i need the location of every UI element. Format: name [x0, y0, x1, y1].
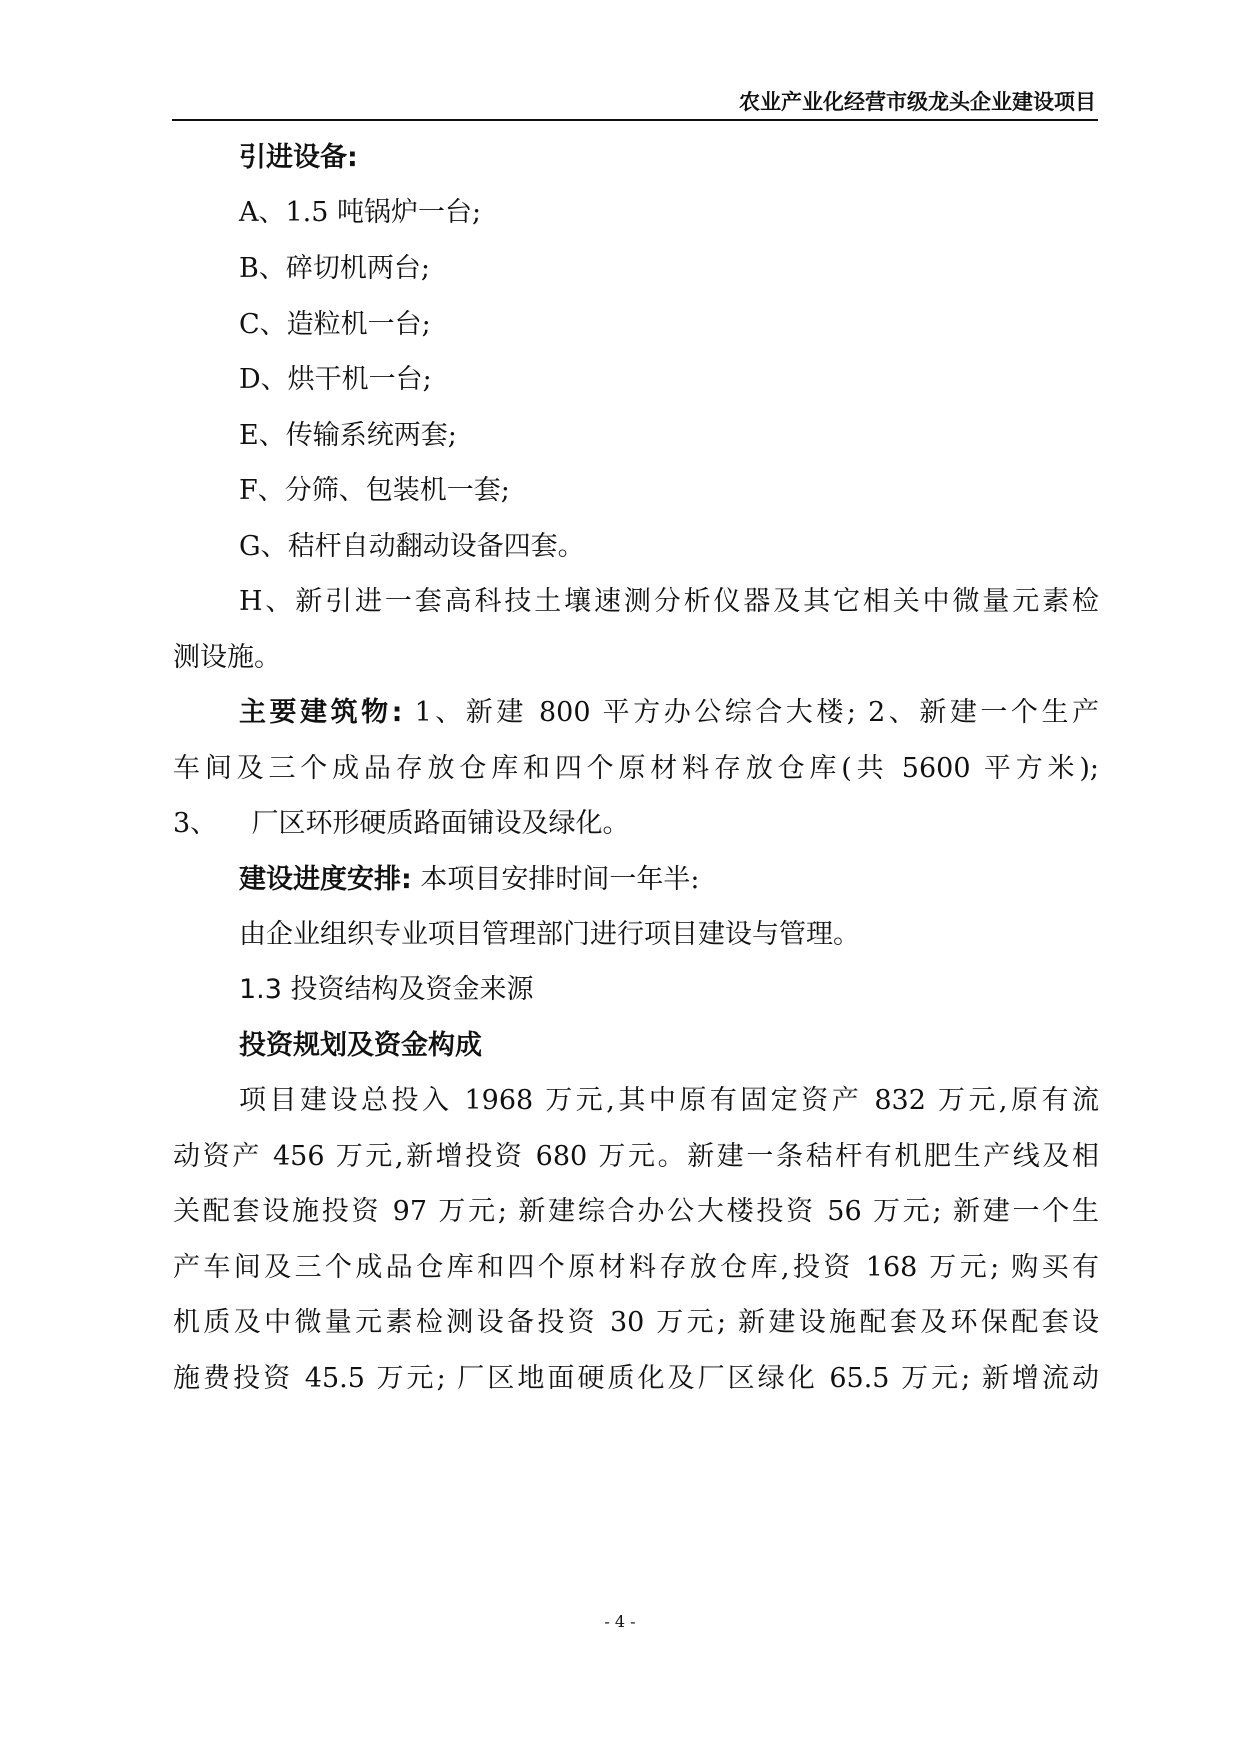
equipment-item-e: E、传输系统两套; — [239, 420, 457, 451]
investment-paragraph-line-5: 机质及中微量元素检测设备投资 30 万元; 新建设施配套及环保配套设 — [173, 1307, 1099, 1338]
schedule-label: 建设进度安排: — [239, 864, 412, 895]
page-header-title: 农业产业化经营市级龙头企业建设项目 — [739, 90, 1096, 114]
equipment-item-a: A、1.5 吨锅炉一台; — [239, 197, 482, 228]
equipment-item-d: D、烘干机一台; — [239, 364, 432, 395]
buildings-line3: 3、 厂区环形硬质路面铺设及绿化。 — [173, 808, 630, 839]
equipment-item-c: C、造粒机一台; — [239, 309, 431, 340]
equipment-item-g: G、秸杆自动翻动设备四套。 — [239, 531, 585, 562]
investment-paragraph-line-3: 关配套设施投资 97 万元; 新建综合办公大楼投资 56 万元; 新建一个生 — [173, 1196, 1099, 1227]
investment-paragraph-line-4: 产车间及三个成品仓库和四个原材料存放仓库,投资 168 万元; 购买有 — [173, 1252, 1099, 1283]
page-number: - 4 - — [604, 1612, 636, 1631]
equipment-item-b: B、碎切机两台; — [239, 253, 430, 284]
schedule-line2: 由企业组织专业项目管理部门进行项目建设与管理。 — [239, 919, 860, 950]
schedule-line1 — [239, 856, 1099, 904]
buildings-line2: 车间及三个成品存放仓库和四个原材料存放仓库(共 5600 平方米); — [173, 753, 1099, 784]
investment-paragraph-line-2: 动资产 456 万元,新增投资 680 万元。新建一条秸杆有机肥生产线及相 — [173, 1141, 1099, 1172]
schedule-line1-text: 本项目安排时间一年半: — [411, 864, 700, 895]
header-divider — [172, 119, 1098, 121]
investment-paragraph-line-1: 项目建设总投入 1968 万元,其中原有固定资产 832 万元,原有流 — [239, 1085, 1099, 1116]
equipment-item-h-line1: H、新引进一套高科技土壤速测分析仪器及其它相关中微量元素检 — [239, 586, 1099, 617]
equipment-item-h-line2: 测设施。 — [173, 642, 281, 673]
section-subheading: 投资规划及资金构成 — [239, 1030, 482, 1061]
equipment-item-f: F、分筛、包装机一套; — [239, 475, 510, 506]
buildings-line1 — [239, 689, 1099, 737]
buildings-line1-text: 1、新建 800 平方办公综合大楼; 2、新建一个生产 — [402, 697, 1099, 728]
equipment-heading: 引进设备: — [239, 142, 358, 173]
investment-paragraph-line-6: 施费投资 45.5 万元; 厂区地面硬质化及厂区绿化 65.5 万元; 新增流动 — [173, 1363, 1099, 1394]
section-heading: 1.3 投资结构及资金来源 — [239, 974, 534, 1005]
buildings-label: 主要建筑物: — [239, 697, 403, 728]
